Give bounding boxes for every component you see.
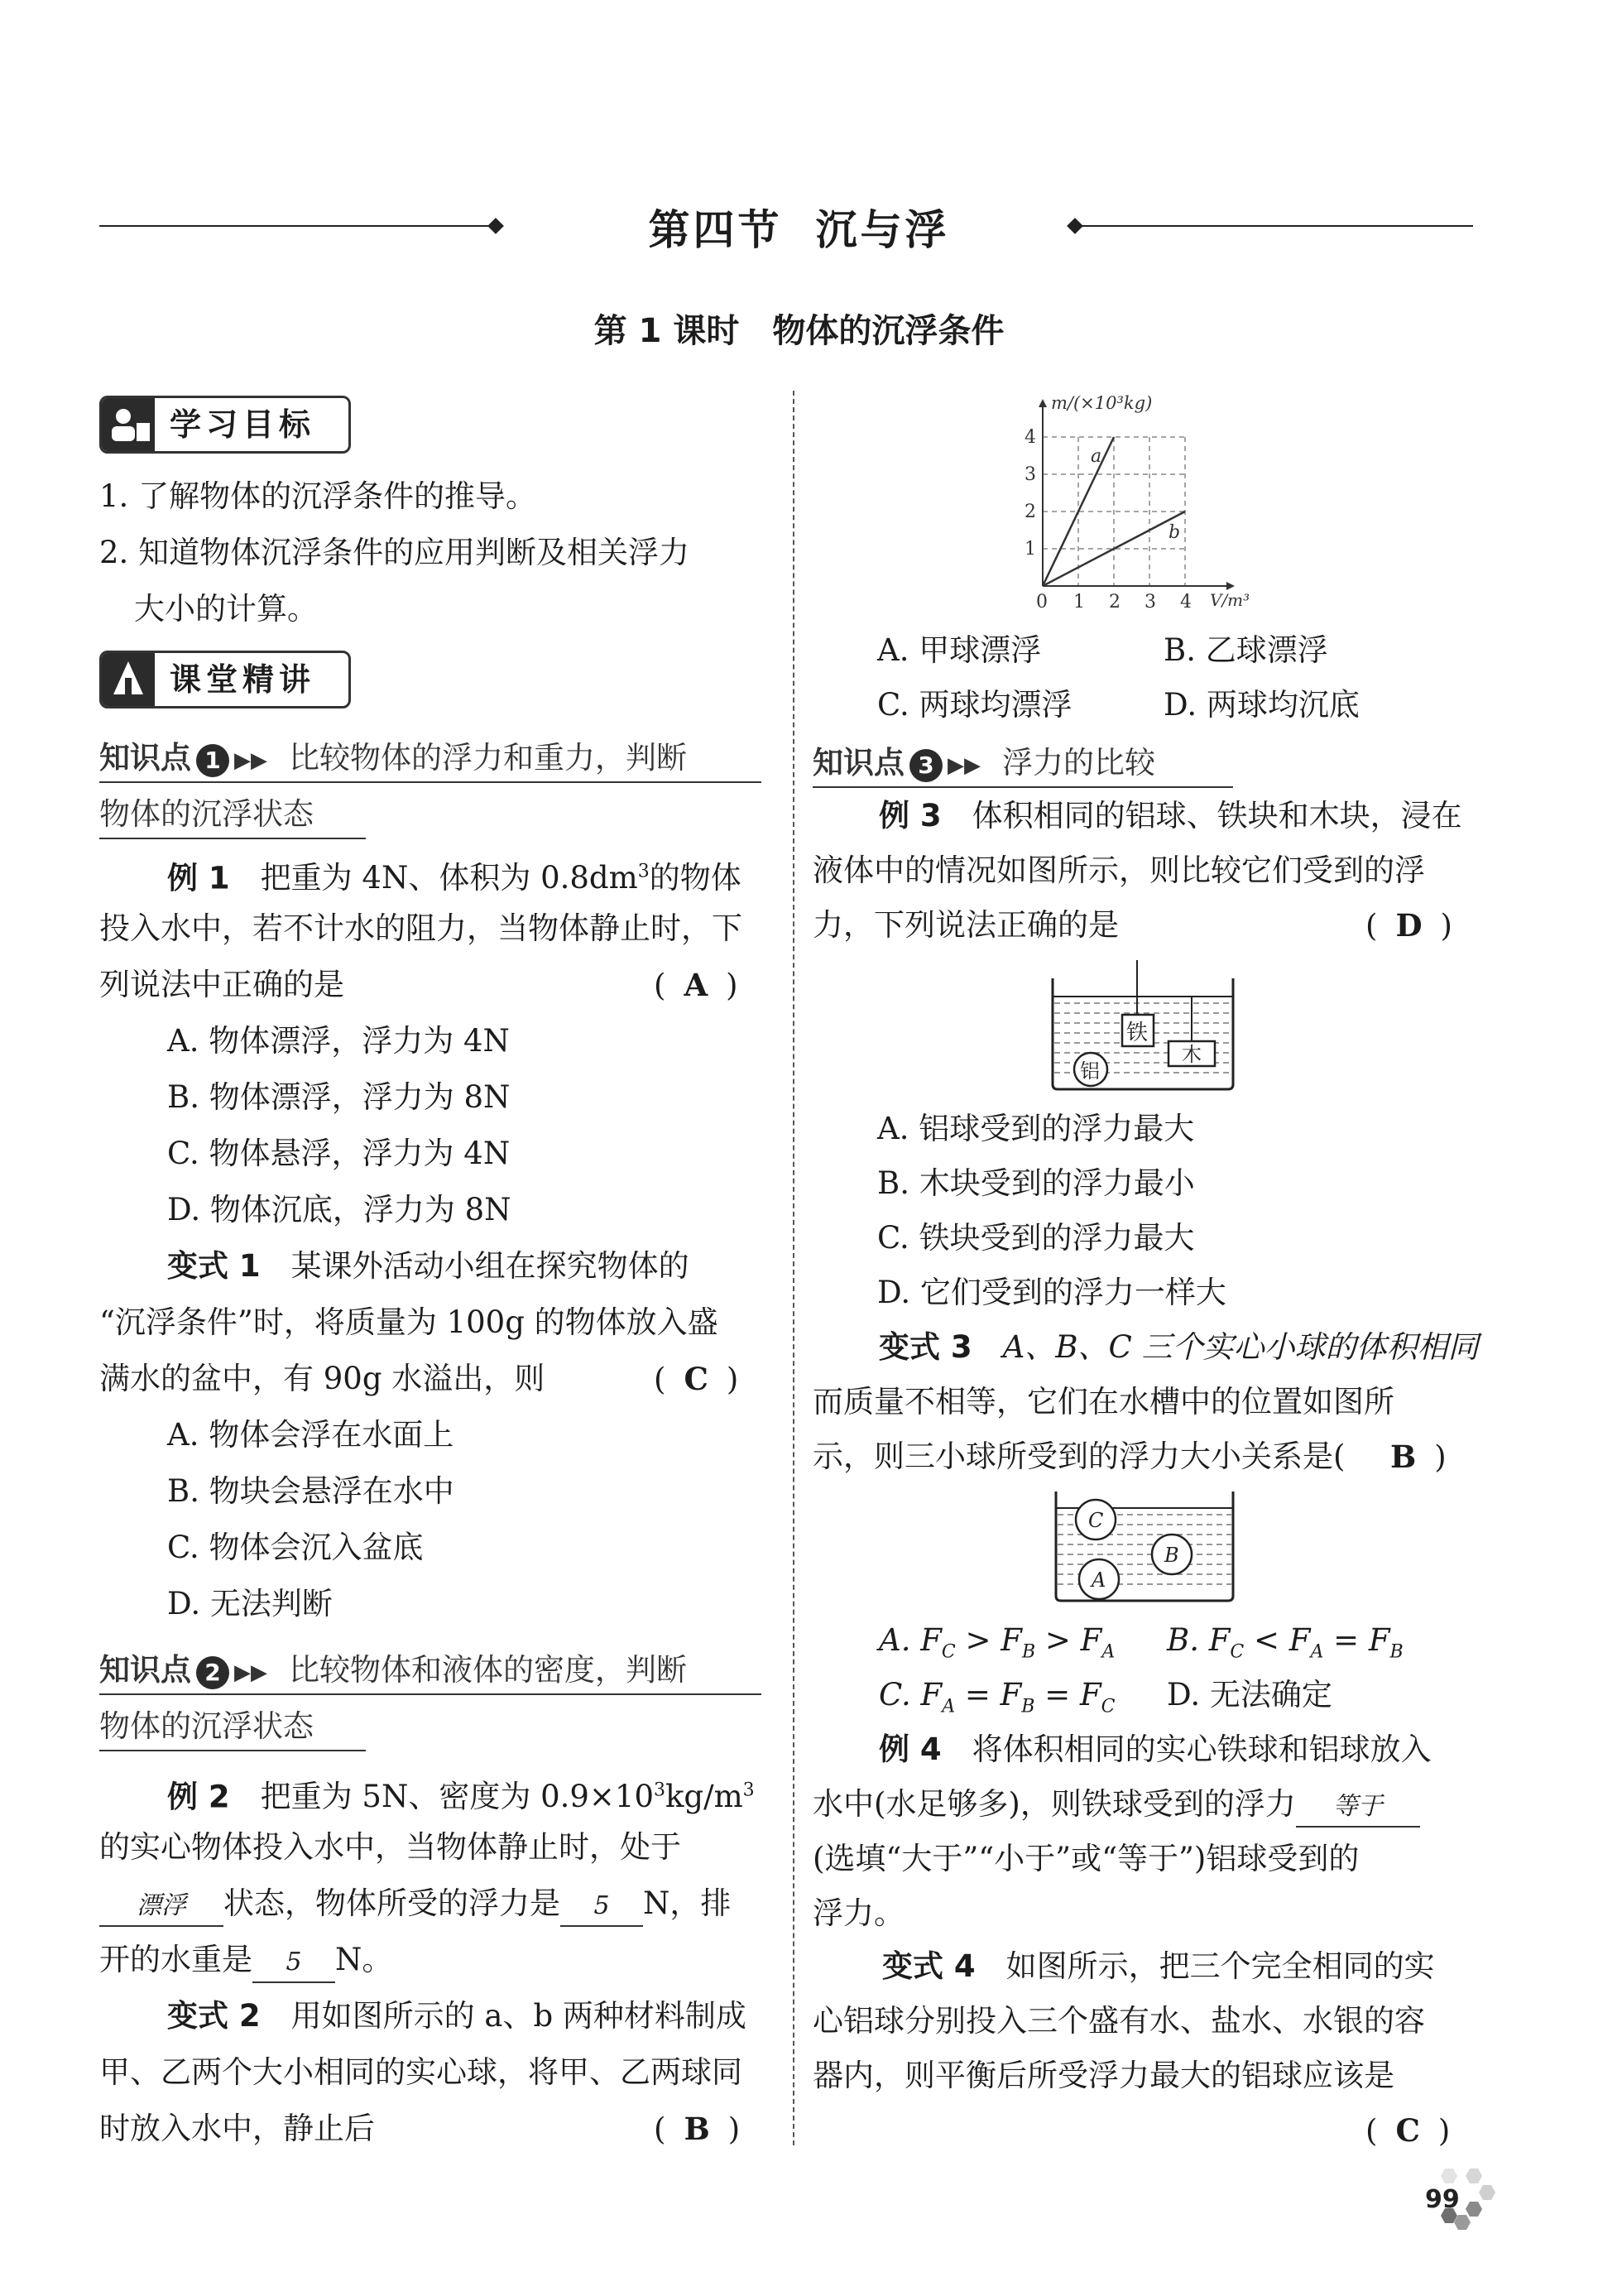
var2-option-d: D. 两球均沉底 [1164, 687, 1360, 723]
ex4-line2: 水中(水足够多)，则铁球受到的浮力 等于 [813, 1776, 1420, 1832]
var3-line3: 示，则三小球所受到的浮力大小关系是( [813, 1439, 1346, 1474]
double-arrow-icon: ▶▶ [948, 752, 981, 778]
var1-option-a: A. 物体会浮在水面上 [167, 1417, 454, 1453]
lecture-icon [102, 653, 155, 706]
ex3-option-b: B. 木块受到的浮力最小 [877, 1165, 1195, 1201]
x-axis-label: V/m³ [1210, 590, 1250, 610]
x-tick-0: 0 [1036, 592, 1048, 612]
goal-item-2-cont: 大小的计算。 [134, 591, 318, 627]
ex3-answer: ( D ) [1365, 907, 1452, 944]
kp1-underline-1 [99, 781, 761, 783]
ex2-line3: 漂浮 状态，物体所受的浮力是 5 N，排 [99, 1876, 731, 1932]
var1-line1: 变式 1 某课外活动小组在探究物体的 [167, 1248, 689, 1284]
ex1-line2: 投入水中，若不计水的阻力，当物体静止时，下 [99, 910, 742, 946]
var4-line1: 变式 4 如图所示，把三个完全相同的实 [882, 1948, 1435, 1984]
y-axis-label: m/(×10³kg) [1051, 393, 1153, 413]
ex1-option-a: A. 物体漂浮，浮力为 4N [167, 1023, 510, 1059]
var4-answer: ( C ) [1365, 2112, 1451, 2149]
var2-line1: 变式 2 用如图所示的 a、b 两种材料制成 [167, 1998, 746, 2034]
ex2-line2: 的实心物体投入水中，当物体静止时，处于 [99, 1829, 681, 1865]
kp1-underline-2 [99, 838, 366, 839]
goal-item-2: 2. 知道物体沉浮条件的应用判断及相关浮力 [99, 535, 690, 570]
section-title: 第四节 沉与浮 [648, 206, 950, 254]
ex2-blank-buoyancy: 5 [560, 1887, 643, 1927]
var1-option-b: B. 物块会悬浮在水中 [167, 1473, 454, 1509]
var2-line3: 时放入水中，静止后 [99, 2111, 375, 2146]
var3-line1: 变式 3 A、B、C 三个实心小球的体积相同 [879, 1329, 1479, 1365]
mass-volume-graph [1010, 389, 1274, 621]
ball-c-label: C [1088, 1509, 1104, 1532]
double-arrow-icon: ▶▶ [234, 1660, 267, 1685]
var3-answer: B ) [1390, 1439, 1447, 1475]
ex3-line3: 力，下列说法正确的是 [813, 907, 1119, 943]
ball-b-label: B [1164, 1544, 1179, 1567]
var1-line2: “沉浮条件”时，将质量为 100g 的物体放入盛 [99, 1304, 718, 1340]
var1-answer: ( C ) [654, 1361, 739, 1397]
ball-a-label: A [1092, 1568, 1106, 1592]
lesson-title: 第 1 课时 物体的沉浮条件 [593, 312, 1005, 350]
var3-option-d: D. 无法确定 [1167, 1677, 1332, 1712]
ex3-line1: 例 3 体积相同的铝球、铁块和木块，浸在 [879, 798, 1462, 833]
var4-line3: 器内，则平衡后所受浮力最大的铝球应该是 [813, 2058, 1394, 2093]
ex4-blank: 等于 [1296, 1788, 1420, 1828]
var2-line2: 甲、乙两个大小相同的实心球，将甲、乙两球同 [99, 2054, 742, 2090]
x-tick-2: 2 [1109, 592, 1121, 612]
ex2-blank-state: 漂浮 [99, 1887, 223, 1927]
ex3-option-a: A. 铝球受到的浮力最大 [877, 1111, 1195, 1146]
ex4-line3: (选填“大于”“小于”或“等于”)铝球受到的 [813, 1841, 1360, 1876]
var3-option-a: A. $F_C > F_B > F_A$ [879, 1622, 1116, 1663]
container-figure-1 [1048, 960, 1238, 1093]
lecture-badge: 课堂精讲 [99, 651, 351, 708]
var1-option-d: D. 无法判断 [167, 1586, 333, 1621]
column-divider [793, 391, 794, 2145]
var2-answer: ( B ) [654, 2111, 741, 2147]
y-tick-1: 1 [1025, 539, 1036, 560]
y-tick-2: 2 [1025, 502, 1036, 522]
knowledge-point-3: 知识点 3 ▶▶ 浮力的比较 [813, 745, 1155, 781]
double-arrow-icon: ▶▶ [234, 747, 267, 773]
ex2-line1: 例 2 把重为 5N、密度为 $0.9\times 10^3kg/m^3$ [167, 1779, 755, 1815]
knowledge-point-1: 知识点 1 ▶▶ 比较物体的浮力和重力，判断 [99, 740, 687, 776]
ex2-line4: 开的水重是 5 N。 [99, 1932, 392, 1988]
var2-option-b: B. 乙球漂浮 [1164, 632, 1328, 668]
var3-option-b: B. $F_C < F_A = F_B$ [1167, 1622, 1404, 1663]
ex1-answer: ( A ) [654, 967, 738, 1003]
knowledge-point-2-cont: 物体的沉浮状态 [99, 1708, 314, 1744]
ex4-line4: 浮力。 [813, 1895, 905, 1931]
x-tick-4: 4 [1180, 592, 1192, 612]
x-tick-1: 1 [1073, 592, 1085, 612]
knowledge-point-1-cont: 物体的沉浮状态 [99, 796, 314, 832]
ex1-option-d: D. 物体沉底，浮力为 8N [167, 1192, 511, 1227]
title-rule-right [1076, 225, 1473, 227]
line-b-label: b [1169, 522, 1181, 543]
var3-line2: 而质量不相等，它们在水槽中的位置如图所 [813, 1384, 1394, 1419]
wood-label: 木 [1182, 1043, 1202, 1066]
ex1-option-c: C. 物体悬浮，浮力为 4N [167, 1136, 511, 1171]
var1-line3: 满水的盆中，有 90g 水溢出，则 [99, 1361, 545, 1396]
ex4-line1: 例 4 将体积相同的实心铁球和铝球放入 [879, 1732, 1432, 1767]
ex3-line2: 液体中的情况如图所示，则比较它们受到的浮 [813, 853, 1425, 888]
var3-option-c: C. $F_A = F_B = F_C$ [879, 1677, 1116, 1717]
ex1-line1: 例 1 把重为 4N、体积为 $0.8dm^3$的物体 [167, 860, 741, 896]
ex1-option-b: B. 物体漂浮，浮力为 8N [167, 1079, 511, 1115]
goal-item-1: 1. 了解物体的沉浮条件的推导。 [99, 478, 537, 514]
ex1-line3: 列说法中正确的是 [99, 967, 344, 1002]
kp2-underline-2 [99, 1750, 366, 1751]
var2-option-c: C. 两球均漂浮 [877, 687, 1073, 723]
page-number: 99 [1425, 2185, 1460, 2214]
var1-option-c: C. 物体会沉入盆底 [167, 1530, 424, 1565]
ex3-option-d: D. 它们受到的浮力一样大 [877, 1275, 1226, 1310]
ex3-option-c: C. 铁块受到的浮力最大 [877, 1220, 1195, 1256]
container-figure-2 [1051, 1487, 1238, 1604]
y-tick-3: 3 [1025, 464, 1036, 485]
var4-line2: 心铝球分别投入三个盛有水、盐水、水银的容 [813, 2003, 1425, 2039]
line-a-label: a [1091, 446, 1102, 467]
kp2-underline-1 [99, 1693, 761, 1695]
knowledge-point-2: 知识点 2 ▶▶ 比较物体和液体的密度，判断 [99, 1652, 687, 1688]
var2-option-a: A. 甲球漂浮 [877, 632, 1042, 668]
iron-label: 铁 [1126, 1021, 1149, 1045]
goals-badge: 学习目标 [99, 396, 351, 454]
teacher-icon [102, 398, 155, 451]
x-tick-3: 3 [1145, 592, 1156, 612]
aluminum-label: 铝 [1080, 1059, 1100, 1083]
y-tick-4: 4 [1025, 427, 1036, 448]
ex2-blank-weight: 5 [252, 1943, 335, 1983]
